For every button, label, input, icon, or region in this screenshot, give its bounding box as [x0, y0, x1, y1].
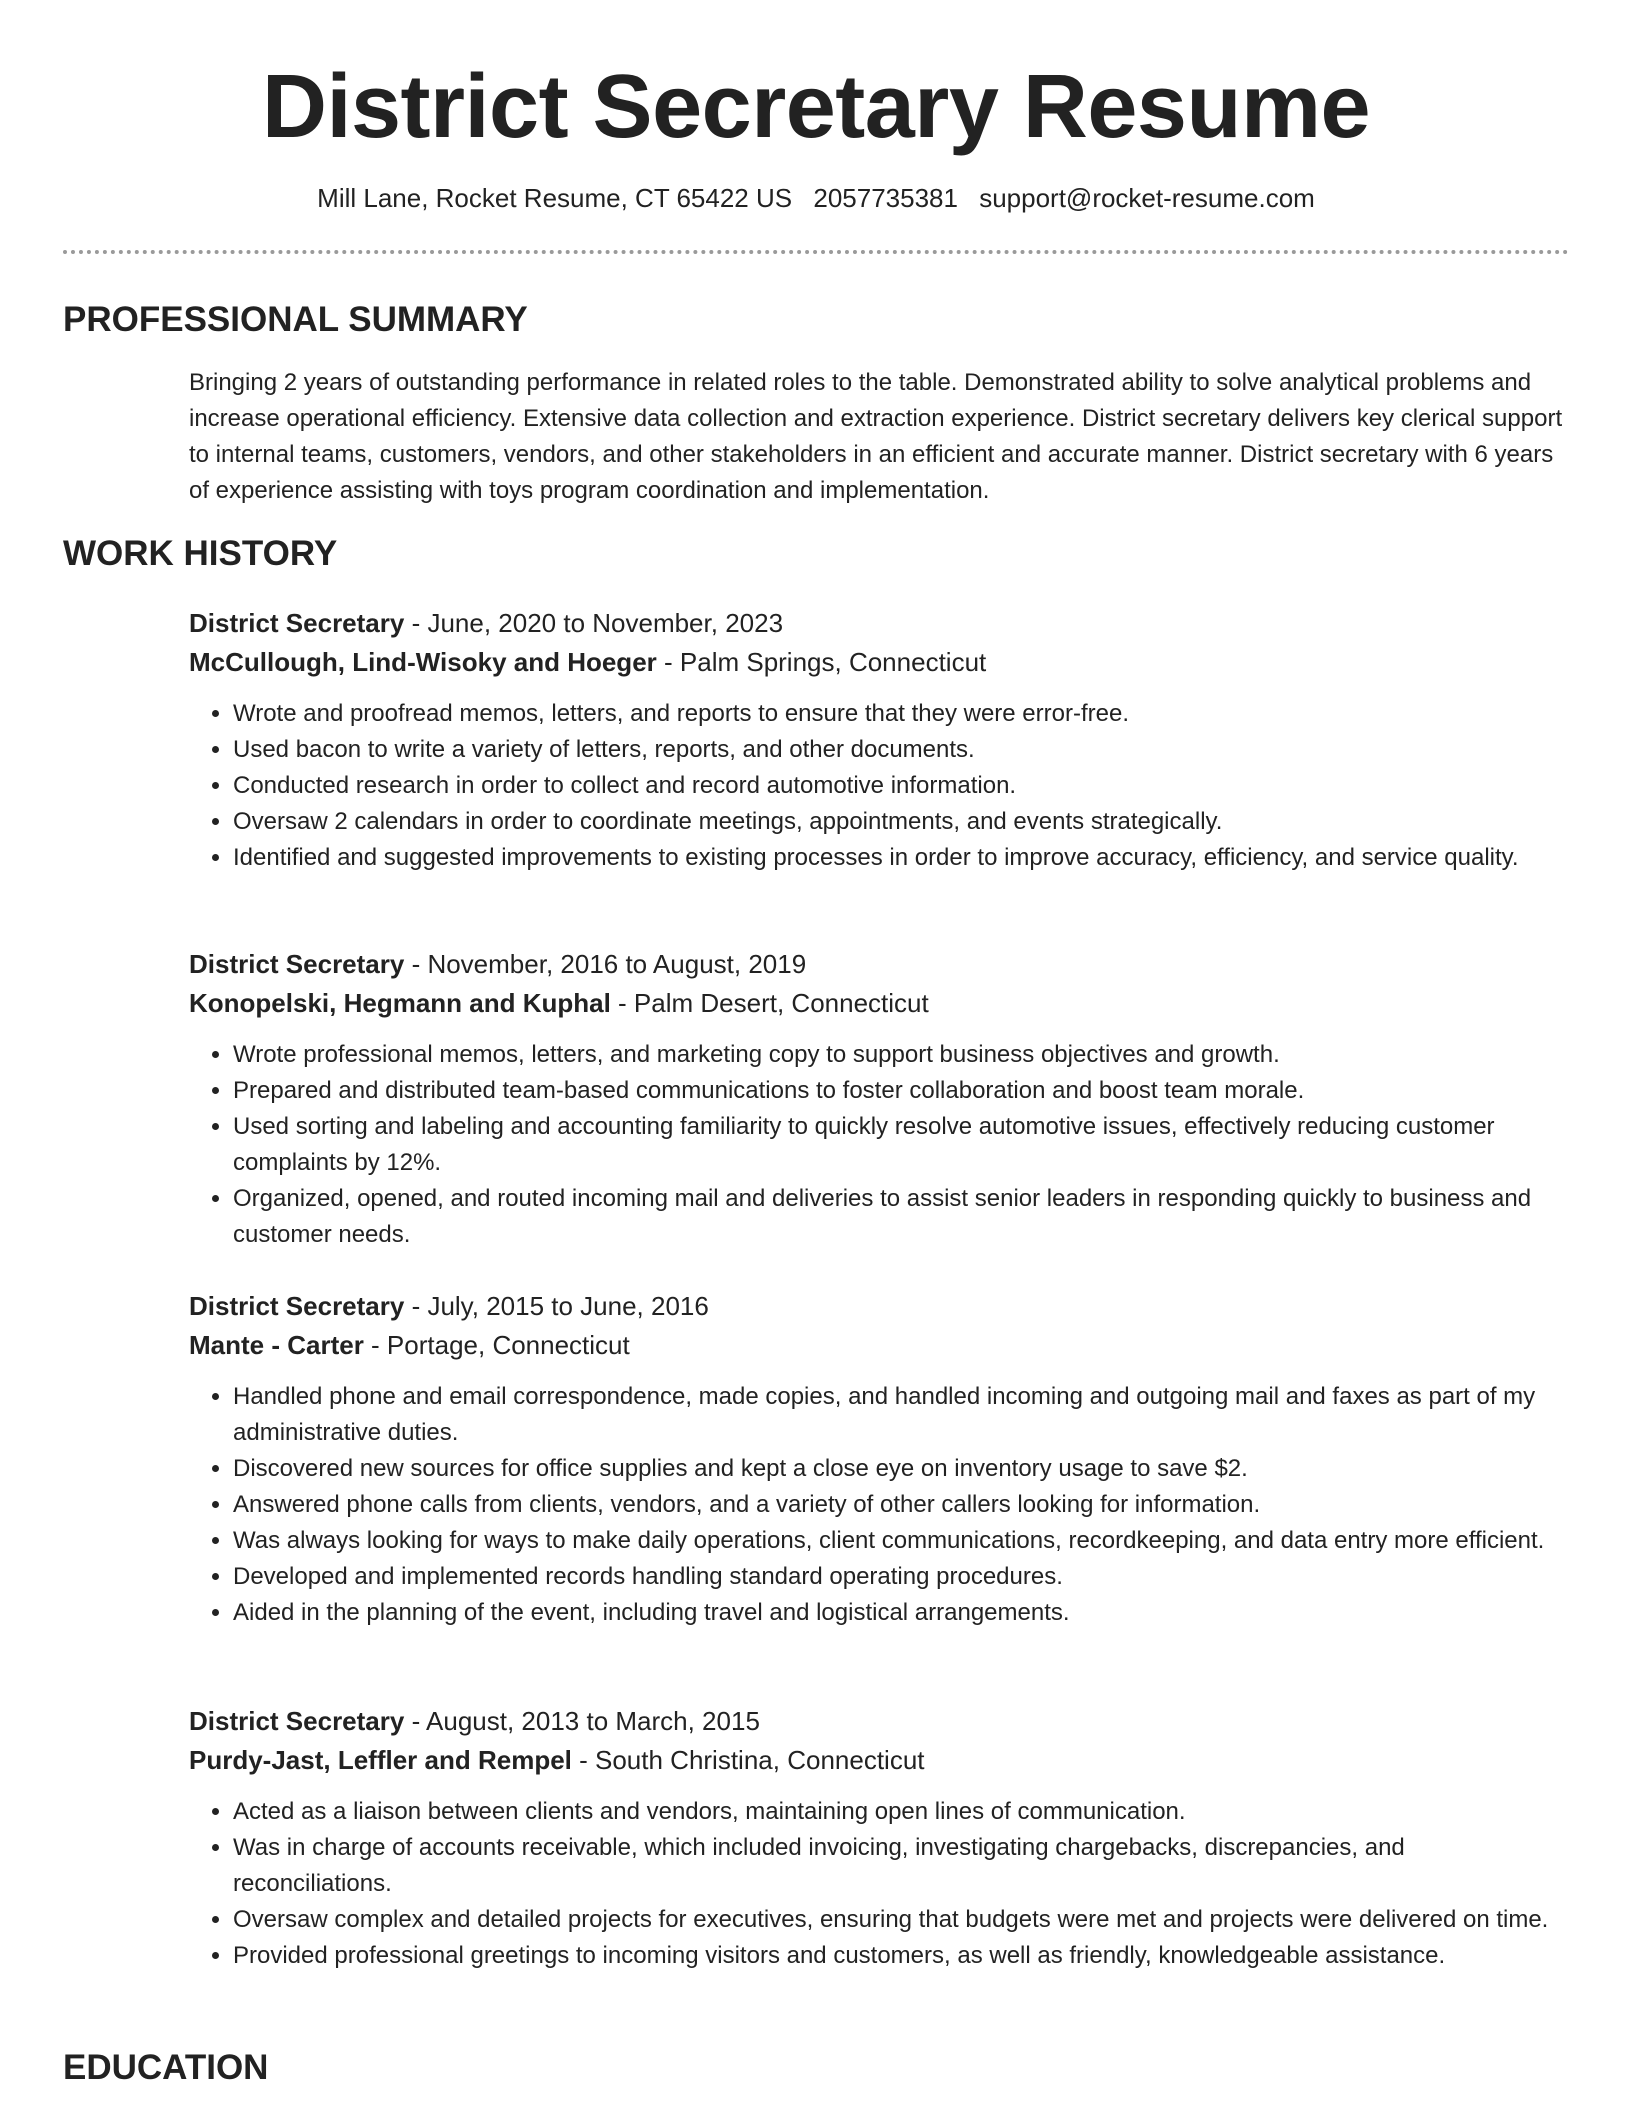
job-company-line — [189, 643, 1569, 682]
job-entry — [189, 604, 1569, 876]
job-bullet: • Oversaw complex and detailed projects for executives, ensuring that budgets were met and projects were delivered on time. — [233, 1902, 1569, 1938]
job-title-line — [189, 1702, 1569, 1741]
job-title: District Secretary — [189, 1706, 405, 1736]
resume-title: District Secretary Resume — [261, 57, 1371, 157]
job-company-line — [189, 984, 1569, 1023]
contact-email: support@rocket-resume.com — [979, 183, 1315, 213]
job-title-line — [189, 945, 1569, 984]
job-bullet: • Used bacon to write a variety of letters, reports, and other documents. — [233, 732, 1569, 768]
job-entry — [189, 1702, 1569, 1974]
job-company-line — [189, 1326, 1569, 1365]
job-bullets — [189, 1037, 1569, 1253]
job-title: District Secretary — [189, 1291, 405, 1321]
job-company: Konopelski, Hegmann and Kuphal — [189, 988, 611, 1018]
contact-address: Mill Lane, Rocket Resume, CT 65422 US — [317, 183, 793, 213]
summary-heading: PROFESSIONAL SUMMARY — [63, 300, 528, 339]
job-dates: - July, 2015 to June, 2016 — [404, 1291, 709, 1321]
job-bullet: • Was in charge of accounts receivable, which included invoicing, investigating chargebacks, discrepancies, and reconciliations. — [233, 1830, 1569, 1902]
job-bullet: • Organized, opened, and routed incoming mail and deliveries to assist senior leaders in responding quickly to business and customer needs. — [233, 1181, 1569, 1253]
job-title: District Secretary — [189, 608, 405, 638]
job-bullet: • Conducted research in order to collect and record automotive information. — [233, 768, 1569, 804]
job-bullet: • Acted as a liaison between clients and vendors, maintaining open lines of communication. — [233, 1794, 1569, 1830]
summary-text: Bringing 2 years of outstanding performance in related roles to the table. Demonstrated ability to solve analytical problems and increase operational efficiency. Extensive data collection and extraction experience. District secretary delivers key clerical support to internal teams, customers, vendors, and other stakeholders in an efficient and accurate manner. District secretary with 6 years of experience assisting with toys program coordination and implementation. — [189, 369, 1563, 504]
header-divider — [63, 250, 1569, 254]
job-title-line — [189, 1287, 1569, 1326]
education-heading: EDUCATION — [63, 2048, 269, 2087]
job-company: McCullough, Lind-Wisoky and Hoeger — [189, 647, 657, 677]
job-dates: - August, 2013 to March, 2015 — [404, 1706, 760, 1736]
job-company: Mante - Carter — [189, 1330, 364, 1360]
job-bullet: • Provided professional greetings to incoming visitors and customers, as well as friendly, knowledgeable assistance. — [233, 1938, 1569, 1974]
job-location: - South Christina, Connecticut — [571, 1745, 925, 1775]
job-location: - Portage, Connecticut — [363, 1330, 630, 1360]
job-bullet: • Used sorting and labeling and accounting familiarity to quickly resolve automotive issues, effectively reducing customer complaints by 12%. — [233, 1109, 1569, 1181]
job-bullet: • Answered phone calls from clients, vendors, and a variety of other callers looking for information. — [233, 1487, 1569, 1523]
work-history-heading: WORK HISTORY — [63, 534, 338, 573]
job-bullets — [189, 1794, 1569, 1974]
job-bullet: • Discovered new sources for office supplies and kept a close eye on inventory usage to save $2. — [233, 1451, 1569, 1487]
job-bullet: • Aided in the planning of the event, including travel and logistical arrangements. — [233, 1595, 1569, 1631]
job-location: - Palm Springs, Connecticut — [656, 647, 987, 677]
job-company: Purdy-Jast, Leffler and Rempel — [189, 1745, 572, 1775]
job-title-line — [189, 604, 1569, 643]
job-bullet: • Wrote professional memos, letters, and marketing copy to support business objectives and growth. — [233, 1037, 1569, 1073]
job-bullet: • Identified and suggested improvements to existing processes in order to improve accuracy, efficiency, and service quality. — [233, 840, 1569, 876]
job-location: - Palm Desert, Connecticut — [610, 988, 929, 1018]
job-entry — [189, 1287, 1569, 1631]
job-bullet: • Was always looking for ways to make daily operations, client communications, recordkeeping, and data entry more efficient. — [233, 1523, 1569, 1559]
job-title: District Secretary — [189, 949, 405, 979]
contact-phone: 2057735381 — [813, 183, 958, 213]
job-entry — [189, 945, 1569, 1253]
job-bullet: • Developed and implemented records handling standard operating procedures. — [233, 1559, 1569, 1595]
job-dates: - June, 2020 to November, 2023 — [404, 608, 784, 638]
job-bullets — [189, 1379, 1569, 1631]
job-dates: - November, 2016 to August, 2019 — [404, 949, 807, 979]
contact-line — [0, 180, 1632, 216]
job-bullet: • Handled phone and email correspondence, made copies, and handled incoming and outgoing mail and faxes as part of my administrative duties. — [233, 1379, 1569, 1451]
job-bullet: • Wrote and proofread memos, letters, and reports to ensure that they were error-free. — [233, 696, 1569, 732]
job-bullets — [189, 696, 1569, 876]
job-bullet: • Oversaw 2 calendars in order to coordinate meetings, appointments, and events strategically. — [233, 804, 1569, 840]
job-bullet: • Prepared and distributed team-based communications to foster collaboration and boost team morale. — [233, 1073, 1569, 1109]
job-company-line — [189, 1741, 1569, 1780]
